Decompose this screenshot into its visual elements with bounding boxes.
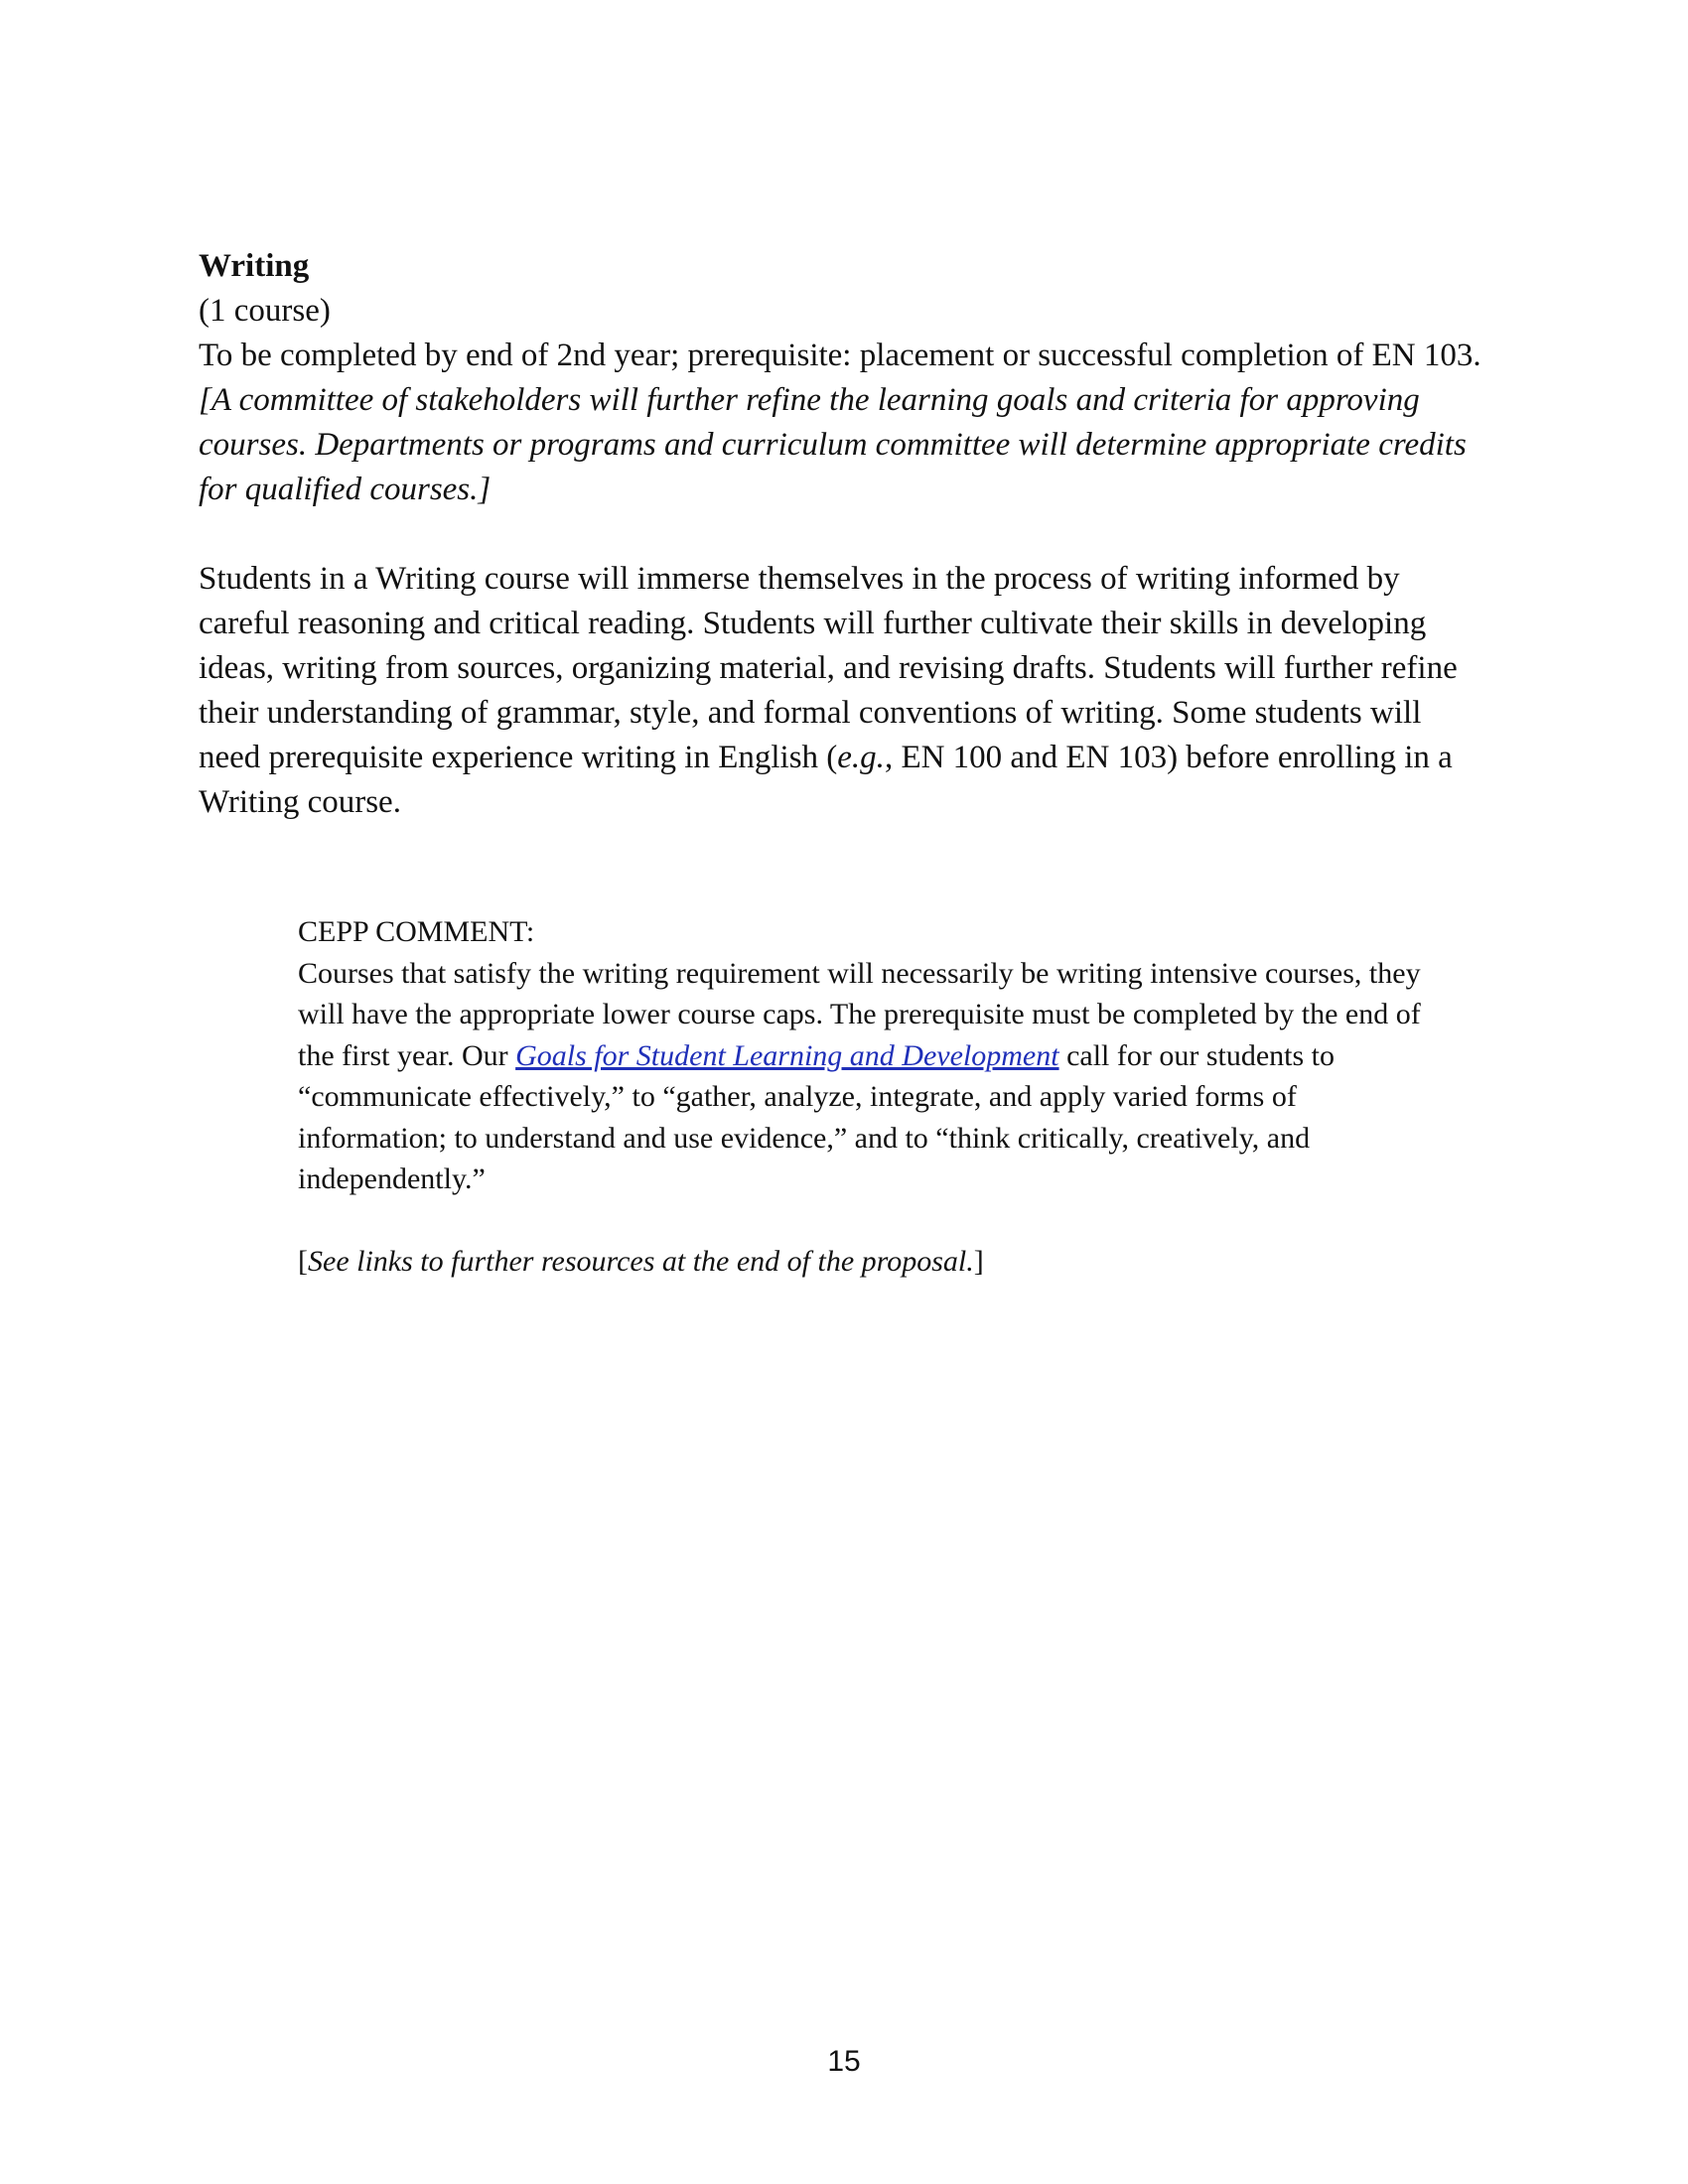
committee-note: [A committee of stakeholders will further refine the learning goals and criteria for approving courses. Departments or programs and curriculum committee will determine appropriate credits for qualified courses.]	[199, 382, 1467, 507]
comment-paragraph	[298, 953, 1430, 1200]
description-eg: e.g.	[837, 740, 885, 775]
see-links-text: See links to further resources at the end of the proposal.	[308, 1245, 974, 1278]
description-text-2: , EN 100 and EN 103) before enrolling in a Writing course.	[199, 740, 1453, 820]
see-links-open: [	[298, 1245, 308, 1278]
comment-label: CEPP COMMENT:	[298, 915, 535, 948]
goals-link[interactable]: Goals for Student Learning and Development	[515, 1038, 1059, 1072]
course-count: (1 course)	[199, 293, 331, 329]
comment-spacer	[298, 1200, 1430, 1242]
description-text-1: Students in a Writing course will immerse themselves in the process of writing informed by careful reasoning and critical reading. Students will further cultivate their skills in developing ideas, writing from sources, organizing material, and revising drafts. Students will further refine their understanding of grammar, style, and formal conventions of writing. Some students will need prerequisite experience writing in English (	[199, 561, 1458, 775]
comment-text-1: Courses that satisfy the writing requirement will necessarily be writing intensive courses, they will have the appropriate lower course caps. The prerequisite must be completed by the end of the first year. Our	[298, 956, 1421, 1072]
writing-section	[199, 244, 1489, 825]
see-links-close: ]	[973, 1245, 984, 1278]
requirement-text: To be completed by end of 2nd year; prerequisite: placement or successful completion of EN 103.	[199, 338, 1481, 373]
comment-text-2: call for our students to “communicate effectively,” to “gather, analyze, integrate, and apply varied forms of information; to understand and use evidence,” and to “think critically, creatively, and independently.”	[298, 1038, 1336, 1195]
cepp-comment-block	[298, 911, 1430, 1283]
see-links-note	[298, 1241, 1430, 1283]
description-paragraph	[199, 557, 1489, 825]
section-heading: Writing	[199, 248, 310, 284]
page-number: 15	[827, 2045, 861, 2078]
